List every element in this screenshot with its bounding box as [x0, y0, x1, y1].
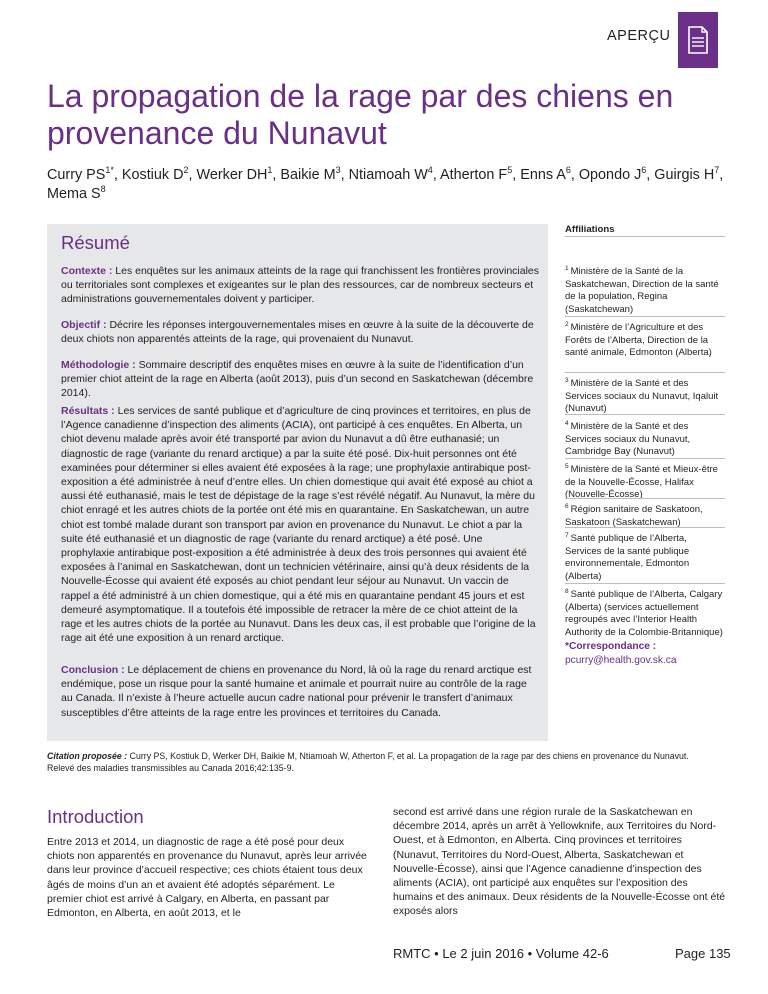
- suggested-citation: Citation proposée : Curry PS, Kostiuk D, Werker DH, Baikie M, Ntiamoah W, Atherton F, et al. La propagation de la rage par des chiens en provenance du Nunavut. Relevé des maladies transmissibles au Canada 2016;42:135-9.: [47, 751, 689, 774]
- author: Enns $A^6$: [520, 165, 571, 183]
- introduction-left-column: Entre 2013 et 2014, un diagnostic de rage a été posé pour deux chiots non apparentés en provenance du Nunavut, après leur arrivée dans leur province d’accueil respective; ces chiots étaient tous deux âgés de moins d’un an et avaient été adoptés séparément. Le premier chiot est arrivé à Calgary, en Alberta, en passant par Edmonton, en Alberta, en août 2013, et le: [47, 836, 367, 920]
- divider: [565, 236, 725, 237]
- author: Opondo $J^6$: [578, 165, 647, 183]
- author-list: Curry $PS^{1*}$, Kostiuk $D^2$, Werker $DH^1$, Baikie $M^3$, Ntiamoah $W^4$, Atherton $F^5$, Enns $A^6$, Opondo $J^6$, Guirgis $H^7$, Mema $S^8$: [47, 165, 724, 202]
- abstract-objective: Objectif : Décrire les réponses intergouvernementales mises en œuvre à la suite de la découverte de deux chiots non apparentés atteints de la rage, qui provenaient du Nunavut.: [61, 319, 534, 346]
- author: Baikie $M^3$: [280, 165, 341, 183]
- abstract-conclusion: Conclusion : Le déplacement de chiens en provenance du Nord, là où la rage du renard arctique est endémique, pose un risque pour la santé humaine et animale et pourrait nuire au contrôle de la rage au Canada. Il n’existe à l’heure actuelle aucun cadre national pour prévenir le transfert d’animaux susceptibles d’être atteints de la rage entre les provinces et territoires du Canada.: [61, 664, 532, 719]
- divider: [565, 316, 725, 317]
- affiliation-item: $^4$ Ministère de la Santé et des Services sociaux du Nunavut, Cambridge Bay (Nunavut): [565, 419, 691, 458]
- affiliation-item: $^7$ Santé publique de l’Alberta, Services de la santé publique environnementale, Edmonton (Alberta): [565, 531, 690, 582]
- affiliation-item: $^2$ Ministère de l’Agriculture et des Forêts de l’Alberta, Direction de la santé animale, Edmonton (Alberta): [565, 320, 712, 359]
- divider: [565, 583, 725, 584]
- email-link[interactable]: pcurry@health.gov.sk.ca: [565, 654, 677, 666]
- affiliation-item: $^1$ Ministère de la Santé de la Saskatchewan, Direction de la santé de la population, Regina (Saskatchewan): [565, 264, 719, 315]
- abstract-method: Méthodologie : Sommaire descriptif des enquêtes mises en œuvre à la suite de l’identification d’un premier chiot atteint de la rage en Alberta (août 2013), puis d’un second en Saskatchewan (décembre 2014).: [61, 359, 534, 400]
- divider: [565, 458, 725, 459]
- page-number: Page 135: [675, 946, 731, 961]
- affiliation-item: $^5$ Ministère de la Santé et Mieux-être de la Nouvelle-Écosse, Halifax (Nouvelle-Écosse): [565, 462, 718, 501]
- author: Ntiamoah $W^4$: [348, 165, 433, 183]
- affiliation-item: $^8$ Santé publique de l’Alberta, Calgary (Alberta) (services actuellement regroupés avec l’Interior Health Authority de la Colombie-Britannique): [565, 587, 723, 638]
- author: Kostiuk $D^2$: [121, 165, 189, 183]
- journal-footer: RMTC • Le 2 juin 2016 • Volume 42-6: [393, 946, 609, 961]
- introduction-right-column: second est arrivé dans une région rurale de la Saskatchewan en décembre 2014, après un arrêt à Yellowknife, aux Territoires du Nord-Ouest, et à Edmonton, en Alberta. Cinq provinces et territoires (Nunavut, Territoires du Nord-Ouest, Alberta, Saskatchewan et Nouvelle-Écosse), ainsi que l’Agence canadienne d’inspection des aliments (ACIA), ont participé aux enquêtes sur l’exposition des humains et des animaux. Deux résidents de la Nouvelle-Écosse ont été exposés alors: [393, 806, 726, 918]
- divider: [565, 414, 725, 415]
- correspondence: *Correspondance : pcurry@health.gov.sk.ca: [565, 641, 677, 666]
- abstract-heading: Résumé: [61, 232, 130, 253]
- introduction-heading: Introduction: [47, 806, 144, 827]
- abstract-results: Résultats : Les services de santé publique et d’agriculture de cinq provinces et territoires, en plus de l’Agence canadienne d’inspection des aliments (ACIA), ont participé à ces enquêtes. En Alberta, un chiot devenu malade après avoir été transporté par avion du Nunavut a dû être euthanasié; un diagnostic de rage (variante du renard arctique) a par la suite été posé. Dix-huit personnes ont été examinées pour déterminer si elles avaient été exposées à la rage; une prophylaxie antirabique post-exposition a été administrée à neuf d’entre elles. Un chien domestique qui avait été exposé au chiot a aussi été euthanasié, mais le test de dépistage de la rage s’est révélé négatif. Au Nunavut, la mère du chiot enragé et les autres chiots de la portée ont été mis en quarantaine. En Saskatchewan, un autre chiot est tombé malade durant son transport par avion en provenance du Nunavut. Le chiot a par la suite été euthanasié et un diagnostic de rage (variante du renard arctique) a été posé. Une prophylaxie antirabique post-exposition a été administrée à deux des trois personnes qui avaient été exposées à l’animal en Saskatchewan, dont un technicien vétérinaire, ainsi qu’à deux résidents de la Nouvelle-Écosse qui avaient été exposés au chiot pendant leur séjour au Nunavut. Un vaccin de rappel a été administré à un chien domestique, qui a été mis en quarantaine pendant 45 jours et est demeuré asymptomatique. Il a toutefois été impossible de retracer la mère de ce chiot atteint de la rage et les autres chiots de la portée au Nunavut. Dans les deux cas, il est probable que l’origine de la rage ait été une exposition à un renard arctique.: [61, 405, 536, 645]
- author: Atherton $F^5$: [440, 165, 513, 183]
- affiliations-heading: Affiliations: [565, 224, 615, 235]
- article-title: La propagation de la rage par des chiens en provenance du Nunavut: [47, 78, 674, 151]
- affiliation-item: $^3$ Ministère de la Santé et des Services sociaux du Nunavut, Iqaluit (Nunavut): [565, 376, 719, 415]
- document-badge: [678, 12, 718, 68]
- document-icon: [678, 12, 718, 68]
- section-label: APERÇU: [607, 28, 671, 44]
- divider: [565, 527, 725, 528]
- affiliation-item: $^6$ Région sanitaire de Saskatoon, Saskatoon (Saskatchewan): [565, 502, 703, 528]
- author: Werker $DH^1$: [196, 165, 273, 183]
- divider: [565, 498, 725, 499]
- author: Mema $S^8$: [47, 184, 106, 202]
- divider: [565, 372, 725, 373]
- abstract-context: Contexte : Les enquêtes sur les animaux atteints de la rage qui franchissent les frontières provinciales ou territoriales sont complexes et exigeantes sur le plan des ressources, car de nombreux secteurs et administrations gouvernementales doivent y participer.: [61, 265, 539, 306]
- author: Curry $PS^{1*}$: [47, 165, 114, 183]
- author: Guirgis $H^7$: [654, 165, 720, 183]
